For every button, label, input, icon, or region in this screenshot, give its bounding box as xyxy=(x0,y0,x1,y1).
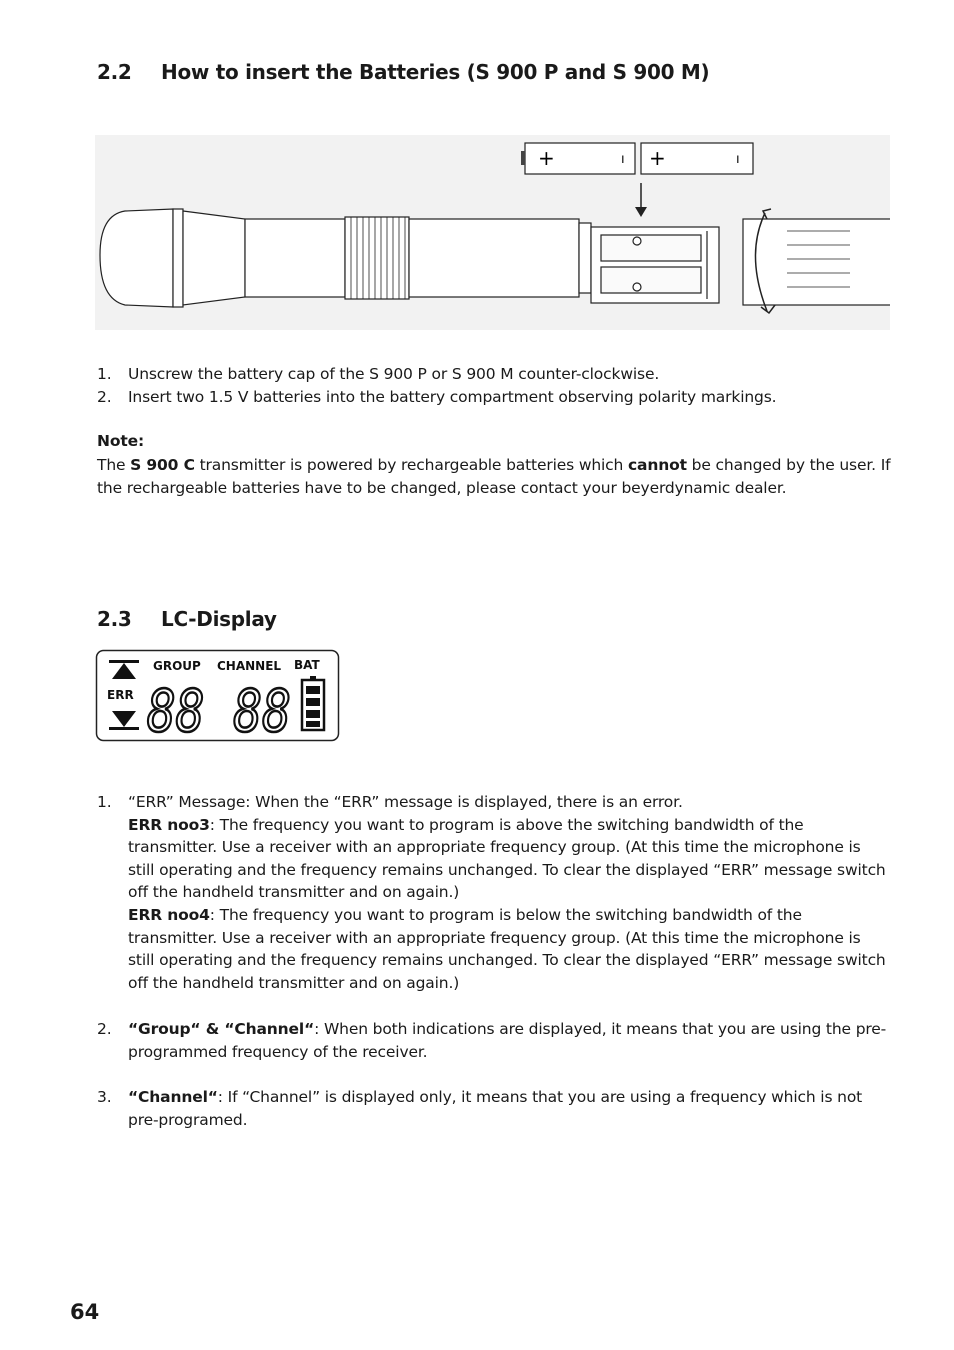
err-noo4-label: ERR noo4 xyxy=(128,905,210,924)
group-channel-text: : When both indications are displayed, it means that you are using the pre-programmed frequency of the receiver. xyxy=(128,1020,887,1061)
err-noo4-text: : The frequency you want to program is below the switching bandwidth of the transmitter. Use a receiver with an appropriate frequency group. (At this time the microphone is still operating and the frequency remains unchanged. To clear the displayed “ERR” message switch off the handheld transmitter and on again.) xyxy=(128,905,886,992)
list-item xyxy=(97,1086,887,1131)
battery-2 xyxy=(641,143,753,174)
battery-plus-label: + xyxy=(649,146,666,170)
battery-plus-label: + xyxy=(538,146,555,170)
microphone-body xyxy=(100,209,890,307)
err-noo3-label: ERR noo3 xyxy=(128,815,210,834)
note-text-part: The xyxy=(97,456,131,474)
channel-label: “Channel“ xyxy=(128,1088,218,1106)
list-text: Insert two 1.5 V batteries into the battery compartment observing polarity markings. xyxy=(128,388,777,406)
note-text xyxy=(97,454,892,499)
lc-display-figure xyxy=(95,649,341,743)
list-text: Unscrew the battery cap of the S 900 P or S 900 M counter-clockwise. xyxy=(128,365,660,383)
lcd-err-label: ERR xyxy=(107,688,134,702)
lcd-bat-label: BAT xyxy=(294,658,320,672)
list-number: 2. xyxy=(97,388,112,406)
battery-1 xyxy=(521,143,635,174)
err-noo4-paragraph xyxy=(128,904,887,994)
section-number: 2.3 xyxy=(97,607,132,631)
note-text-part: be changed by the user. If the rechargeable batteries have to be changed, please contact your beyerdynamic dealer. xyxy=(97,456,891,497)
note-model-name: S 900 C xyxy=(130,456,195,474)
page-number: 64 xyxy=(70,1300,100,1324)
list-number: 1. xyxy=(97,793,112,811)
lcd-channel-label: CHANNEL xyxy=(217,659,282,673)
list-item xyxy=(97,386,887,409)
battery-minus-label: ı xyxy=(621,152,625,167)
section-heading-2-2 xyxy=(97,60,709,84)
err-noo3-paragraph xyxy=(128,814,887,904)
channel-text: : If “Channel” is displayed only, it means that you are using a frequency which is not pre-programed. xyxy=(128,1088,863,1129)
err-noo3-text: : The frequency you want to program is above the switching bandwidth of the transmitter. Use a receiver with an appropriate frequency group. (At this time the microphone is still operating and the frequency remains unchanged. To clear the displayed “ERR” message switch off the handheld transmitter and on again.) xyxy=(128,815,886,902)
note-text-part: transmitter is powered by rechargeable batteries which xyxy=(194,456,629,474)
battery-insertion-figure xyxy=(95,135,890,330)
list-item xyxy=(97,791,887,994)
list-number: 2. xyxy=(97,1020,112,1038)
list-number: 1. xyxy=(97,365,112,383)
section-number: 2.2 xyxy=(97,60,132,84)
lcd-digits: 88 88 xyxy=(147,677,291,743)
section-title: How to insert the Batteries (S 900 P and S 900 M) xyxy=(161,60,710,84)
battery-minus-label: ı xyxy=(736,152,740,167)
note-emphasis: cannot xyxy=(628,456,687,474)
lcd-group-label: GROUP xyxy=(153,659,201,673)
section-heading-2-3 xyxy=(97,607,277,631)
section-title: LC-Display xyxy=(161,607,277,631)
list-number: 3. xyxy=(97,1088,112,1106)
battery-level-icon xyxy=(302,676,324,730)
list-item xyxy=(97,1018,887,1063)
list-item xyxy=(97,363,887,386)
group-channel-label: “Group“ & “Channel“ xyxy=(128,1020,315,1038)
err-intro: “ERR” Message: When the “ERR” message is displayed, there is an error. xyxy=(128,793,683,811)
note-label: Note: xyxy=(97,432,144,450)
